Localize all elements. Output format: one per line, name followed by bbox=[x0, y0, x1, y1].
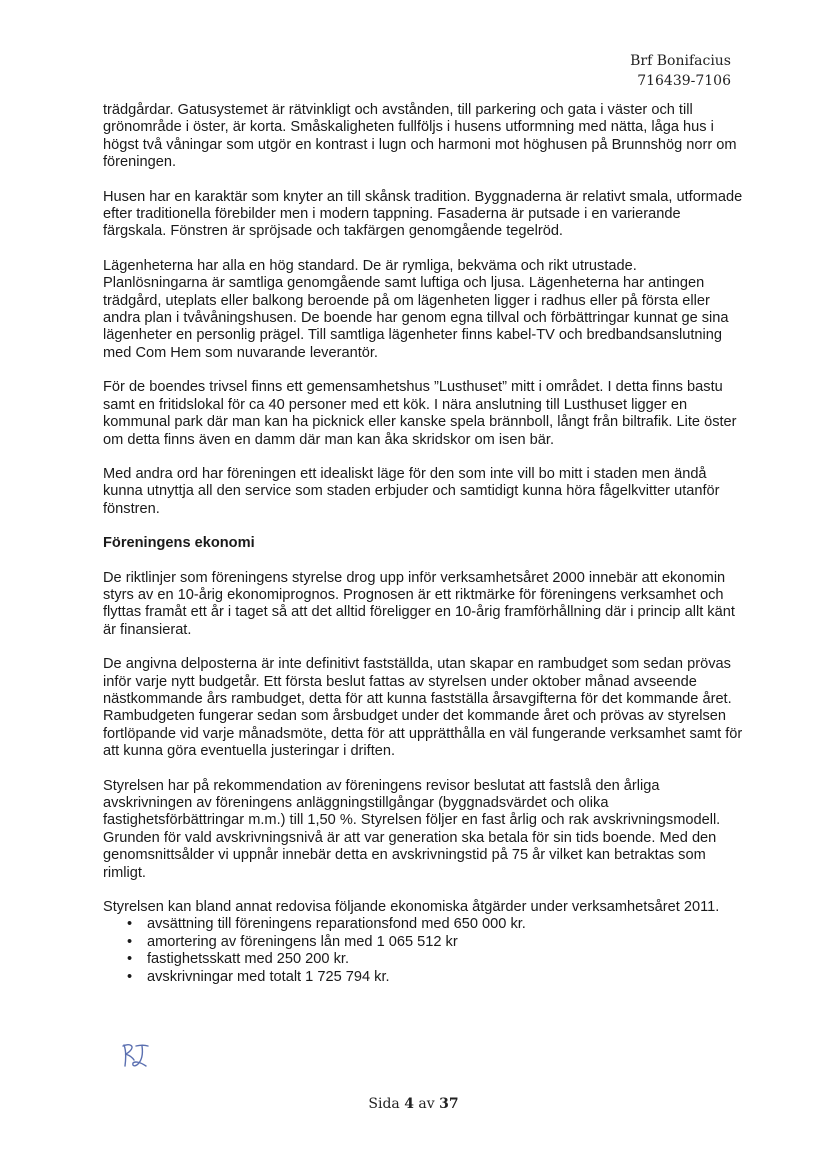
section-heading: Föreningens ekonomi bbox=[103, 535, 255, 552]
organization-number: 716439-7106 bbox=[637, 73, 731, 89]
list-item: • avsättning till föreningens reparationsfond med 650 000 kr. bbox=[127, 916, 743, 933]
measures-list bbox=[103, 916, 743, 986]
body-paragraph: Husen har en karaktär som knyter an till skånsk tradition. Byggnaderna är relativt smala, utformade efter traditionella förebilder men i modern tappning. Fasaderna är putsade i en varierande färgskala. Fönstren är spröjsade och takfärgen genomgående tegelröd. bbox=[103, 188, 743, 240]
body-paragraph: Lägenheterna har alla en hög standard. De är rymliga, bekväma och rikt utrustade. Planlösningarna är samtliga genomgående samt luftiga och ljusa. Lägenheterna har antingen trädgård, uteplats eller balkong beroende på om lägenheten ligger i radhus eller på första eller andra plan i tvåvåningshusen. De boende har genom egna tillval och förbättringar kunnat ge sina lägenheter en personlig prägel. Till samtliga lägenheter finns kabel-TV och bredbandsanslutning med Com Hem som nuvarande leverantör. bbox=[103, 257, 729, 361]
list-item: • avskrivningar med totalt 1 725 794 kr. bbox=[127, 969, 743, 986]
body-paragraph: Med andra ord har föreningen ett idealiskt läge för den som inte vill bo mitt i staden men ändå kunna utnyttja all den service som staden erbjuder och samtidigt kunna höra fågelkvitter utanför fönstren. bbox=[103, 465, 720, 517]
list-item: • amortering av föreningens lån med 1 065 512 kr bbox=[127, 934, 743, 951]
section-paragraph: De riktlinjer som föreningens styrelse drog upp inför verksamhetsåret 2000 innebär att ekonomin styrs av en 10-årig ekonomiprognos. Prognosen är ett riktmärke för föreningens verksamhet och flyttas framåt ett år i taget så att det alltid föreligger en 10-årig framförhållning där i princip allt känt är finansierat. bbox=[103, 569, 735, 638]
page-label: Sida bbox=[368, 1096, 400, 1112]
handwritten-initials bbox=[118, 1040, 152, 1072]
page-header bbox=[630, 51, 731, 91]
organization-name: Brf Bonifacius bbox=[630, 53, 731, 69]
page-of-label: av bbox=[418, 1096, 435, 1112]
page-footer bbox=[0, 1096, 827, 1112]
section-paragraph: De angivna delposterna är inte definitivt fastställda, utan skapar en rambudget som sedan prövas inför varje nytt budgetår. Ett första beslut fattas av styrelsen under oktober månad avseende nästkommande års rambudget, detta för att kunna fastställa årsavgifterna för det kommande året. Rambudgeten fungerar sedan som årsbudget under det kommande året och prövas av styrelsen fortlöpande vid varje månadsmöte, detta för att upprätthålla en väl fungerande verksamhet samt för att kunna göra eventuella justeringar i driften. bbox=[103, 656, 743, 760]
page-number: 4 bbox=[404, 1096, 414, 1112]
page-total: 37 bbox=[439, 1096, 459, 1112]
section-paragraph: Styrelsen kan bland annat redovisa följande ekonomiska åtgärder under verksamhetsåret 2011. bbox=[103, 899, 720, 916]
document-body bbox=[103, 102, 743, 986]
body-paragraph: För de boendes trivsel finns ett gemensamhetshus ”Lusthuset” mitt i området. I detta finns bastu samt en fritidslokal för ca 40 personer med ett kök. I nära anslutning till Lusthuset ligger en kommunal park där man kan ha picknick eller kanske spela brännboll, långt från biltrafik. Lite öster om detta finns även en damm där man kan åka skridskor om isen bär. bbox=[103, 379, 737, 448]
section-paragraph: Styrelsen har på rekommendation av föreningens revisor beslutat att fastslå den årliga avskrivningen av föreningens anläggningstillgångar (byggnadsvärdet och olika fastighetsförbättringar m.m.) till 1,50 %. Styrelsen följer en fast årlig och rak avskrivningsmodell. Grunden för vald avskrivningsnivå är att var generation ska betala för sin tids boende. Med den genomsnittsålder vi uppnår innebär detta en avskrivningstid på 75 år vilket kan betraktas som rimligt. bbox=[103, 777, 721, 881]
body-paragraph: trädgårdar. Gatusystemet är rätvinkligt och avstånden, till parkering och gata i väster och till grönområde i öster, är korta. Småskaligheten fullföljs i husens utformning med nätta, låga hus i högst två våningar som utgör en kontrast i lugn och harmoni mot höghusen på Brunnshög norr om föreningen. bbox=[103, 102, 737, 171]
list-item: • fastighetsskatt med 250 200 kr. bbox=[127, 951, 743, 968]
